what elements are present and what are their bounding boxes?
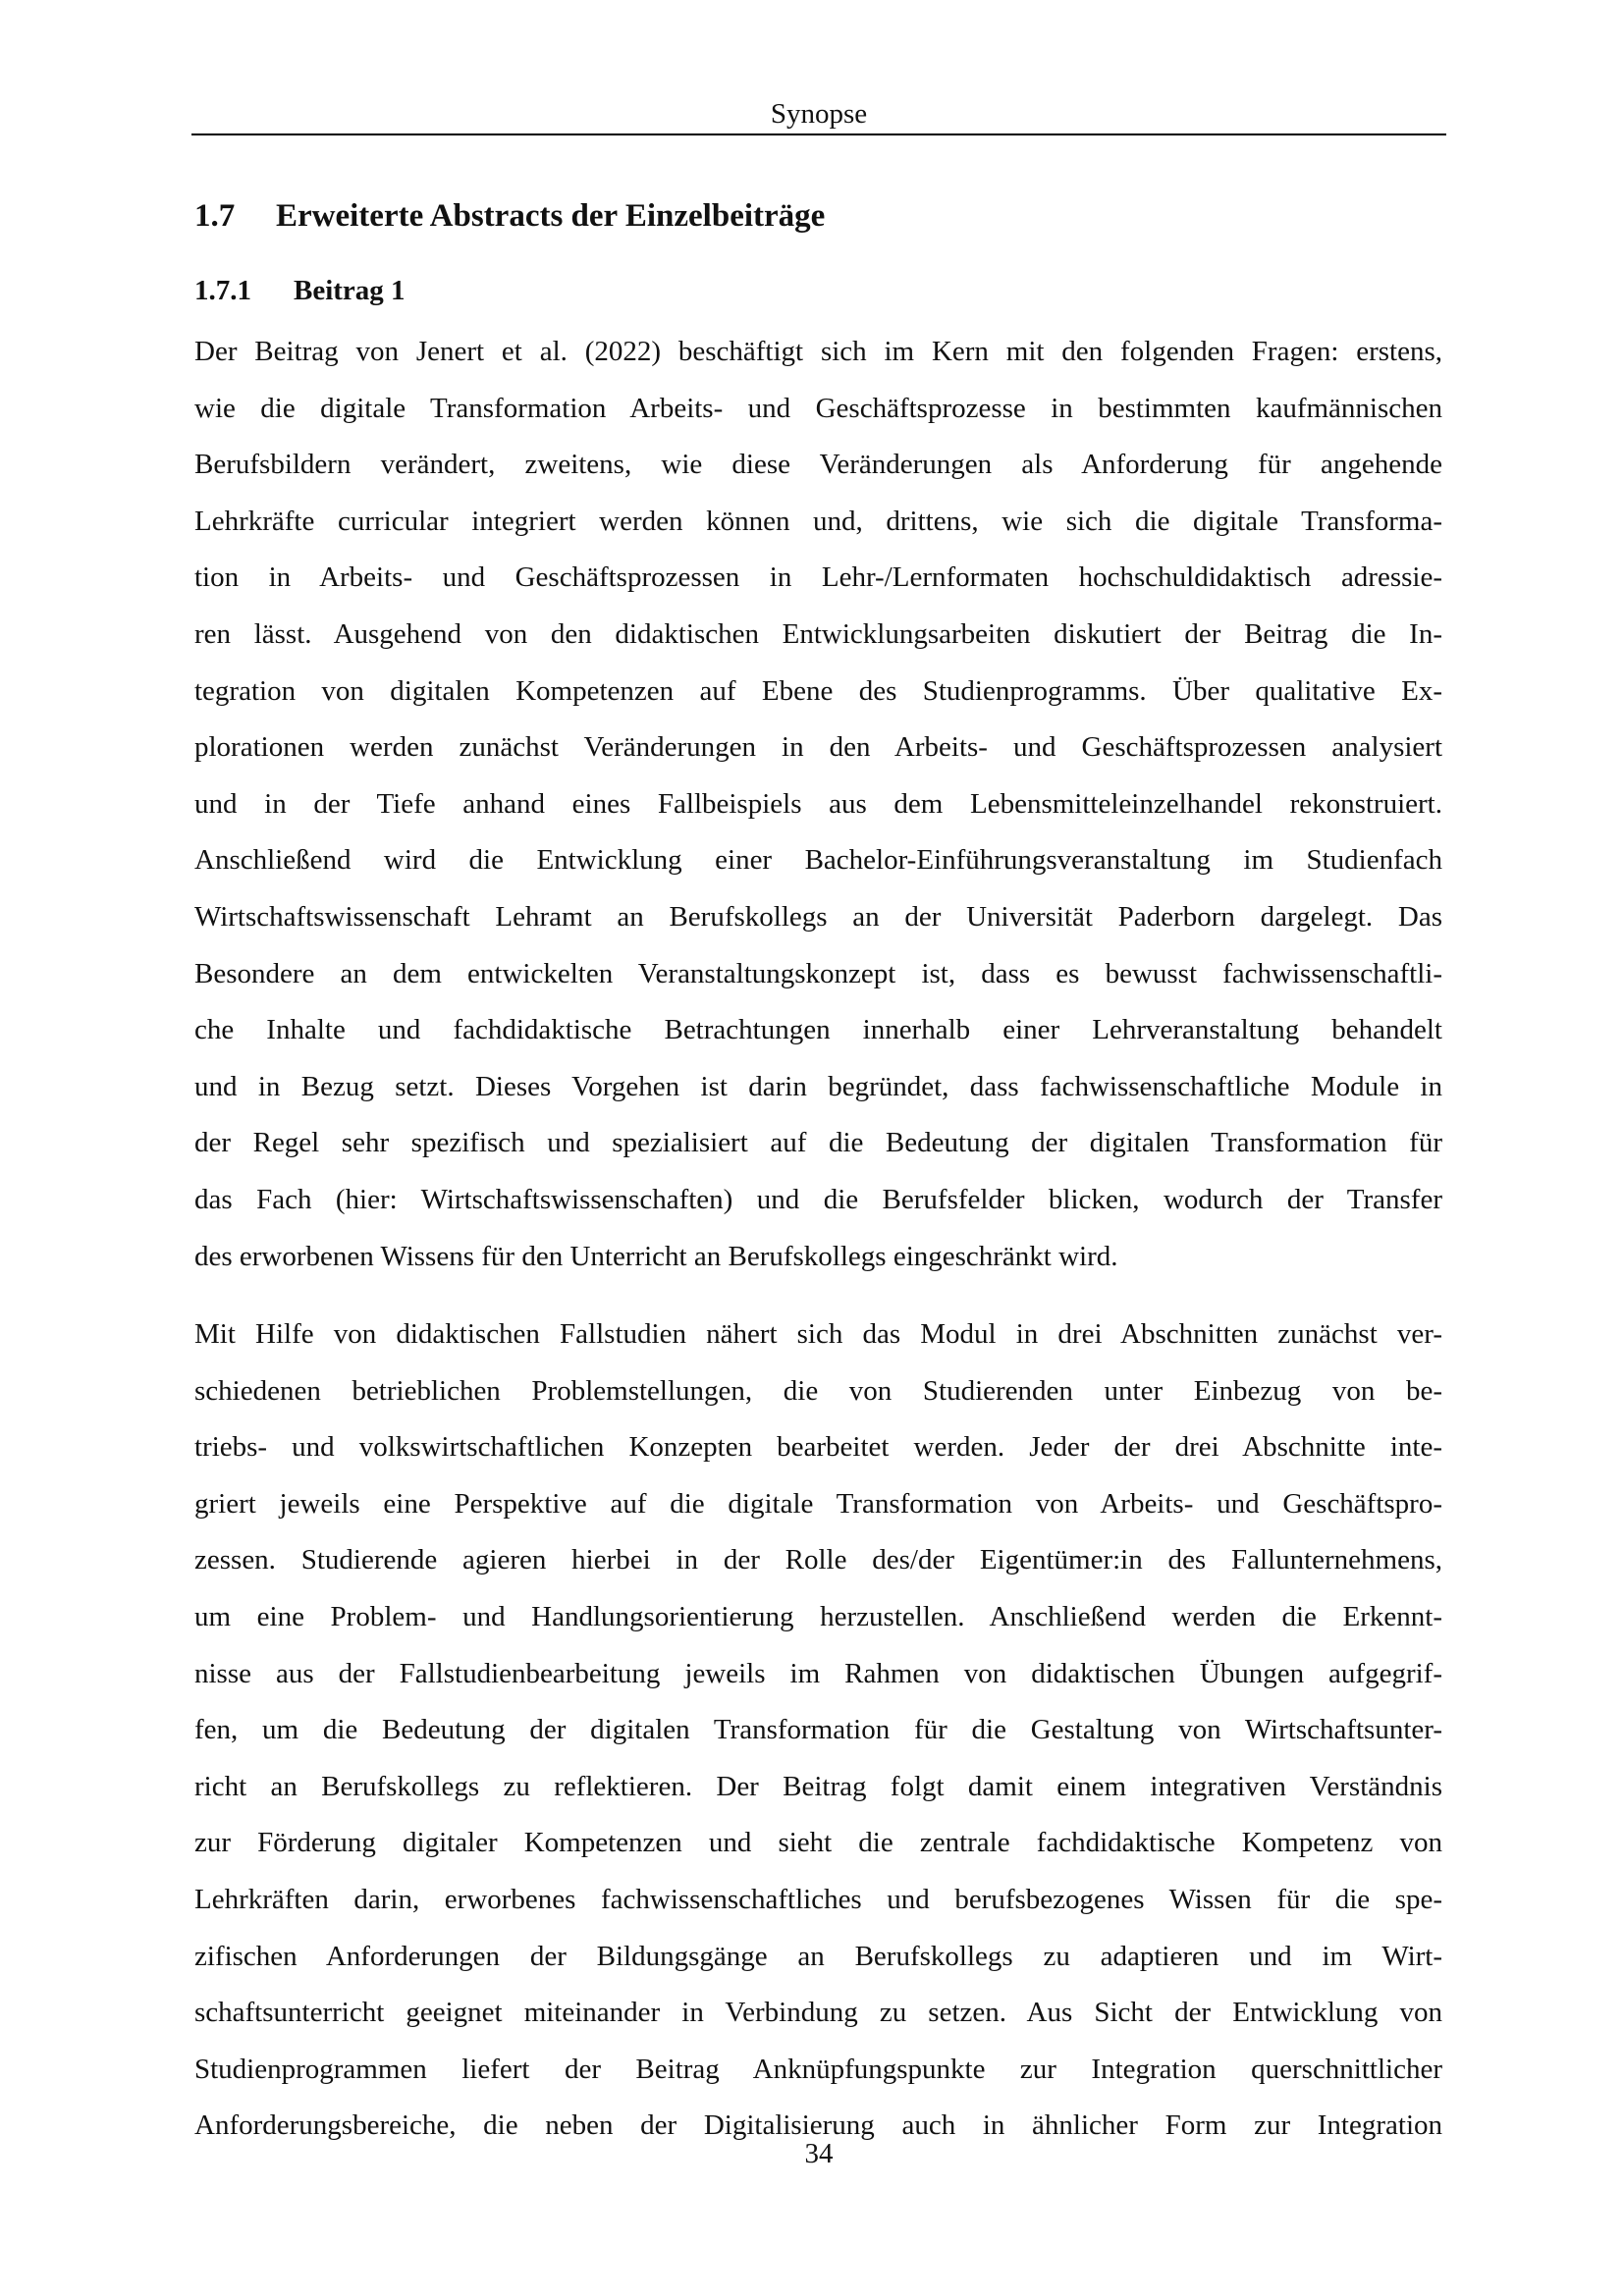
text-line: che Inhalte und fachdidaktische Betrachtungen innerhalb einer Lehrveranstaltung behandelt bbox=[194, 1014, 1442, 1046]
text-line: zifischen Anforderungen der Bildungsgänge an Berufskollegs zu adaptieren und im Wirt- bbox=[194, 1940, 1442, 1972]
text-line: und in der Tiefe anhand eines Fallbeispiels aus dem Lebensmitteleinzelhandel rekonstruiert. bbox=[194, 787, 1442, 820]
text-line: Der Beitrag von Jenert et al. (2022) beschäftigt sich im Kern mit den folgenden Fragen: erstens, bbox=[194, 336, 1442, 367]
subsection-title: Beitrag 1 bbox=[294, 275, 406, 306]
text-line: tion in Arbeits- und Geschäftsprozessen in Lehr-/Lernformaten hochschuldidaktisch adressie- bbox=[194, 561, 1442, 594]
text-line: tegration von digitalen Kompetenzen auf Ebene des Studienprogramms. Über qualitative Ex- bbox=[194, 674, 1442, 707]
text-line: fen, um die Bedeutung der digitalen Transformation für die Gestaltung von Wirtschaftsunter- bbox=[194, 1714, 1442, 1746]
text-line: Mit Hilfe von didaktischen Fallstudien nähert sich das Modul in drei Abschnitten zunächst ver- bbox=[194, 1318, 1442, 1350]
text-line: Anforderungsbereiche, die neben der Digitalisierung auch in ähnlicher Form zur Integration bbox=[194, 2109, 1442, 2142]
text-line: und in Bezug setzt. Dieses Vorgehen ist darin begründet, dass fachwissenschaftliche Module in bbox=[194, 1070, 1442, 1102]
text-line: Berufsbildern verändert, zweitens, wie diese Veränderungen als Anforderung für angehende bbox=[194, 449, 1442, 481]
subsection-heading bbox=[194, 271, 406, 310]
text-line: triebs- und volkswirtschaftlichen Konzepten bearbeitet werden. Jeder der drei Abschnitte inte- bbox=[194, 1431, 1442, 1464]
subsection-number: 1.7.1 bbox=[194, 275, 251, 306]
section-heading bbox=[194, 193, 825, 239]
section-number: 1.7 bbox=[194, 198, 236, 234]
text-line: Lehrkräfte curricular integriert werden können und, drittens, wie sich die digitale Transforma- bbox=[194, 505, 1442, 537]
header-rule bbox=[191, 133, 1446, 135]
text-line: Besondere an dem entwickelten Veranstaltungskonzept ist, dass es bewusst fachwissenschaftli- bbox=[194, 957, 1442, 989]
text-line: ren lässt. Ausgehend von den didaktischen Entwicklungsarbeiten diskutiert der Beitrag die In- bbox=[194, 617, 1442, 650]
running-header: Synopse bbox=[770, 98, 868, 130]
text-line: zessen. Studierende agieren hierbei in der Rolle des/der Eigentümer:in des Fallunternehmens, bbox=[194, 1544, 1442, 1576]
section-title: Erweiterte Abstracts der Einzelbeiträge bbox=[276, 198, 826, 234]
text-line: Studienprogrammen liefert der Beitrag Anknüpfungspunkte zur Integration querschnittlicher bbox=[194, 2053, 1442, 2085]
text-line: schiedenen betrieblichen Problemstellungen, die von Studierenden unter Einbezug von be- bbox=[194, 1374, 1442, 1407]
paragraph-1 bbox=[194, 324, 1442, 1285]
page-number: 34 bbox=[804, 2138, 834, 2169]
text-line: um eine Problem- und Handlungsorientierung herzustellen. Anschließend werden die Erkennt- bbox=[194, 1600, 1442, 1632]
text-line: des erworbenen Wissens für den Unterricht an Berufskollegs eingeschränkt wird. bbox=[194, 1240, 1118, 1272]
text-line: Lehrkräften darin, erworbenes fachwissenschaftliches und berufsbezogenes Wissen für die spe- bbox=[194, 1883, 1442, 1915]
text-line: der Regel sehr spezifisch und spezialisiert auf die Bedeutung der digitalen Transformation für bbox=[194, 1127, 1442, 1159]
text-line: Anschließend wird die Entwicklung einer Bachelor-Einführungsveranstaltung im Studienfach bbox=[194, 844, 1442, 877]
text-line: Wirtschaftswissenschaft Lehramt an Berufskollegs an der Universität Paderborn dargelegt. Das bbox=[194, 900, 1442, 933]
text-line: nisse aus der Fallstudienbearbeitung jeweils im Rahmen von didaktischen Übungen aufgegrif- bbox=[194, 1657, 1442, 1689]
paragraph-2 bbox=[194, 1307, 1442, 2155]
text-line: richt an Berufskollegs zu reflektieren. Der Beitrag folgt damit einem integrativen Verständnis bbox=[194, 1770, 1442, 1802]
text-line: plorationen werden zunächst Veränderungen in den Arbeits- und Geschäftsprozessen analysiert bbox=[194, 731, 1442, 764]
text-line: das Fach (hier: Wirtschaftswissenschaften) und die Berufsfelder blicken, wodurch der Transfer bbox=[194, 1183, 1442, 1215]
text-line: griert jeweils eine Perspektive auf die digitale Transformation von Arbeits- und Geschäftspro- bbox=[194, 1487, 1442, 1520]
text-line: schaftsunterricht geeignet miteinander in Verbindung zu setzen. Aus Sicht der Entwicklung von bbox=[194, 1997, 1442, 2029]
text-line: wie die digitale Transformation Arbeits- und Geschäftsprozesse in bestimmten kaufmännischen bbox=[194, 392, 1442, 424]
text-line: zur Förderung digitaler Kompetenzen und sieht die zentrale fachdidaktische Kompetenz von bbox=[194, 1827, 1442, 1859]
